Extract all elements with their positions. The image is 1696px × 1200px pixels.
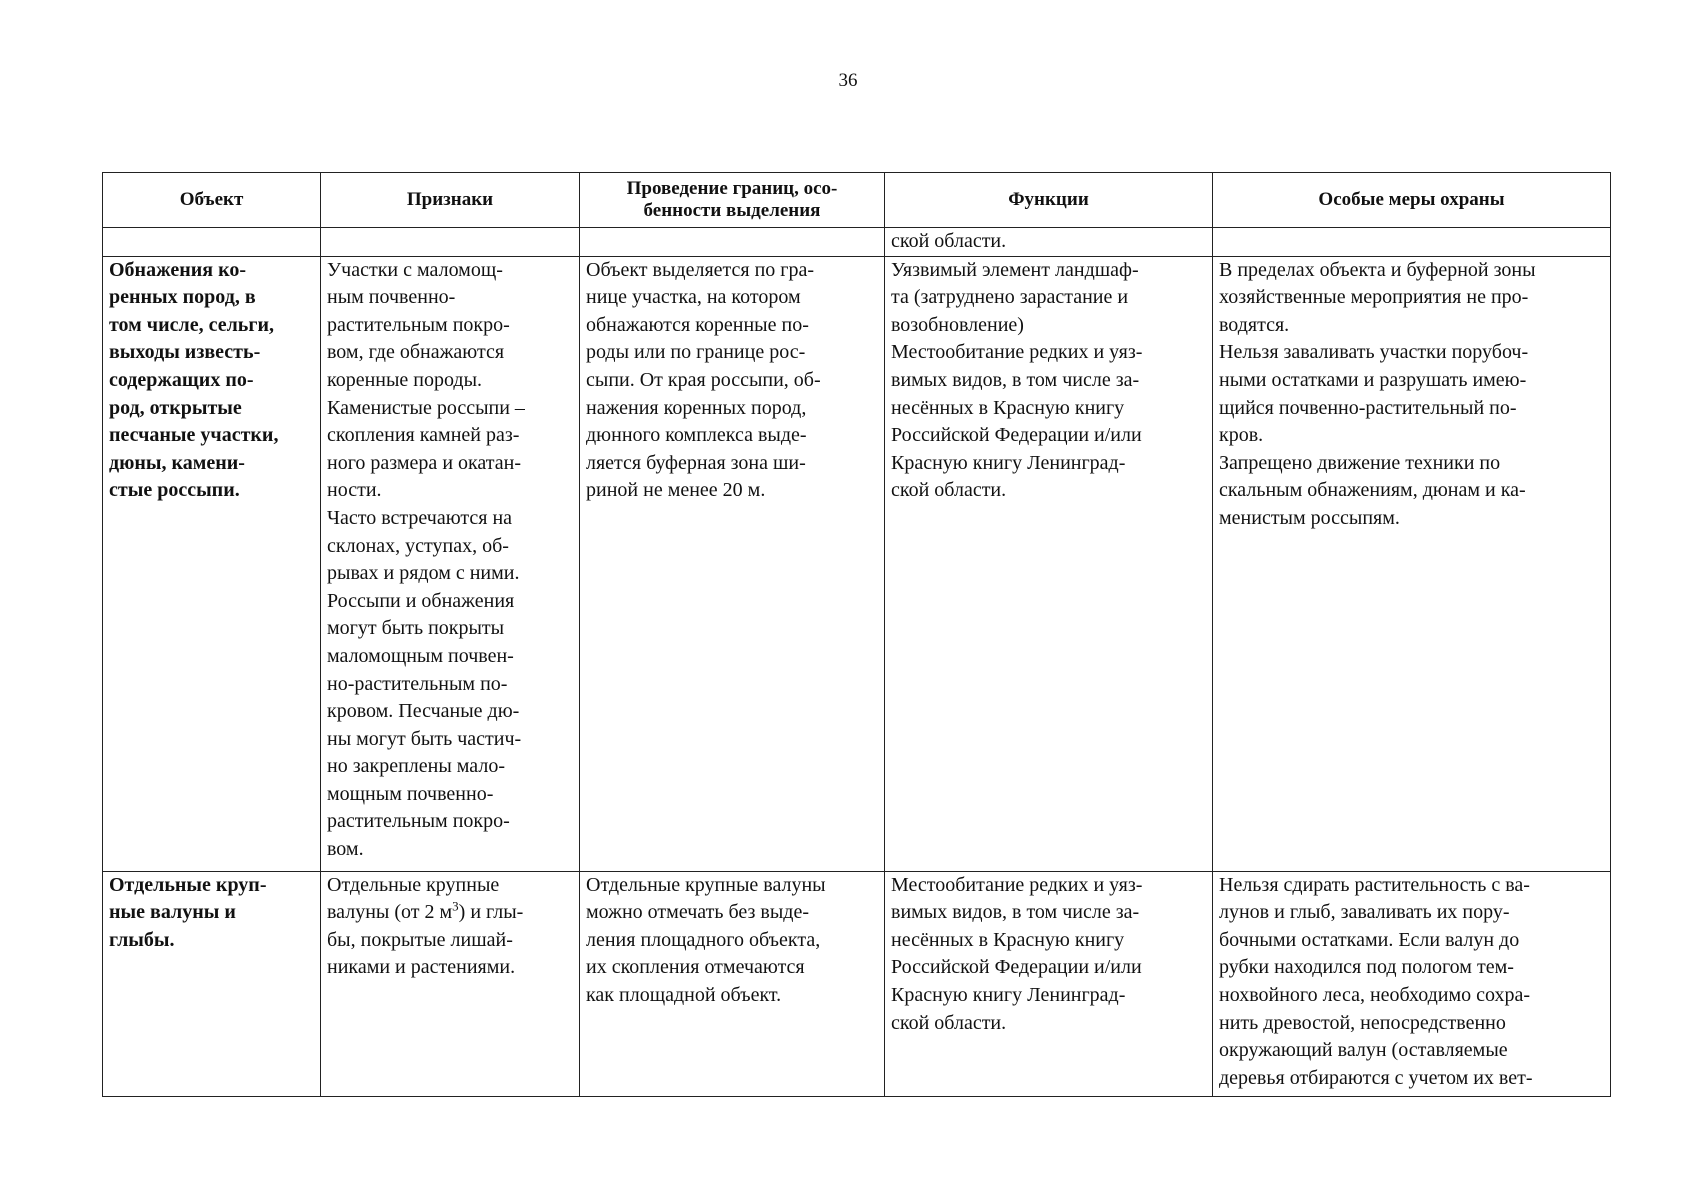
boundaries-cell: Объект выделяется по гра- нице участка, на котором обнажаются коренные по- роды или по границе рос- сыпи. От края россыпи, об- нажения коренных пород, дюнного комплекса выде- ляется буферная зона ши- риной не менее 20 м.: [580, 256, 885, 871]
boundaries-cell: Отдельные крупные валуны можно отмечать без выде- ления площадного объекта, их скопления отмечаются как площадной объект.: [580, 871, 885, 1096]
protection-measures-table: [102, 172, 1611, 1097]
functions-cell: Уязвимый элемент ландшаф- та (затруднено зарастание и возобновление) Местообитание редких и уяз- вимых видов, в том числе за- несённых в Красную книгу Российской Федерации и/или Красную книгу Ленинград- ской области.: [885, 256, 1213, 871]
page-number: 36: [838, 70, 858, 91]
table-row: [103, 256, 1611, 871]
superscript-exponent: 3: [452, 898, 459, 914]
signs-cell: [321, 871, 580, 1096]
header-boundaries: Проведение границ, осо- бенности выделения: [580, 173, 885, 228]
header-functions: Функции: [885, 173, 1213, 228]
table-header-row: [103, 173, 1611, 228]
signs-text-after: ) и глы- бы, покрытые лишай- никами и растениями.: [327, 901, 524, 979]
object-cell: Отдельные круп- ные валуны и глыбы.: [103, 871, 321, 1096]
header-object: Объект: [103, 173, 321, 228]
table-cell: [580, 228, 885, 257]
header-signs: Признаки: [321, 173, 580, 228]
continuation-row: [103, 228, 1611, 257]
object-cell: Обнажения ко- ренных пород, в том числе, сельги, выходы известь- содержащих по- род, открытые песчаные участки, дюны, камени- стые россыпи.: [103, 256, 321, 871]
measures-cell: Нельзя сдирать растительность с ва- лунов и глыб, заваливать их пору- бочными остатками. Если валун до рубки находился под пологом тем- нохвойного леса, необходимо сохра- нить древостой, непосредственно окружающий валун (оставляемые деревья отбираются с учетом их вет-: [1213, 871, 1611, 1096]
signs-cell: Участки с маломощ- ным почвенно- растительным покро- вом, где обнажаются коренные породы. Каменистые россыпи – скопления камней раз- ного размера и окатан- ности. Часто встречаются на склонах, уступах, об- рывах и рядом с ними. Россыпи и обнажения могут быть покрыты маломощным почвен- но-растительным по- кровом. Песчаные дю- ны могут быть частич- но закреплены мало- мощным почвенно- растительным покро- вом.: [321, 256, 580, 871]
table-cell: [321, 228, 580, 257]
header-measures: Особые меры охраны: [1213, 173, 1611, 228]
functions-cell: Местообитание редких и уяз- вимых видов, в том числе за- несённых в Красную книгу Российской Федерации и/или Красную книгу Ленинград- ской области.: [885, 871, 1213, 1096]
table-row: [103, 871, 1611, 1096]
measures-cell: В пределах объекта и буферной зоны хозяйственные мероприятия не про- водятся. Нельзя заваливать участки порубоч- ными остатками и разрушать имею- щийся почвенно-растительный по- кров. Запрещено движение техники по скальным обнажениям, дюнам и ка- менистым россыпям.: [1213, 256, 1611, 871]
table-cell: [103, 228, 321, 257]
table-cell: [1213, 228, 1611, 257]
table-cell: ской области.: [885, 228, 1213, 257]
signs-text-before: Отдельные крупные валуны (от 2 м: [327, 873, 500, 924]
